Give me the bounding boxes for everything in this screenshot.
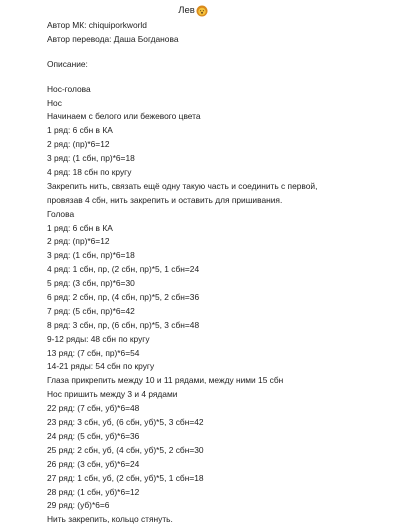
text-line: Глаза прикрепить между 10 и 11 рядами, между ними 15 сбн <box>47 375 284 386</box>
text-line: 1 ряд: 6 сбн в КА <box>47 125 113 136</box>
text-line: 3 ряд: (1 сбн, пр)*6=18 <box>47 250 135 261</box>
text-line: 3 ряд: (1 сбн, пр)*6=18 <box>47 153 135 164</box>
text-line: 2 ряд: (пр)*6=12 <box>47 236 110 247</box>
text-line: 25 ряд: 2 сбн, уб, (4 сбн, уб)*5, 2 сбн=30 <box>47 444 204 455</box>
text-line: 2 ряд: (пр)*6=12 <box>47 139 110 150</box>
text-line: 4 ряд: 1 сбн, пр, (2 сбн, пр)*5, 1 сбн=24 <box>47 264 200 275</box>
text-line: 6 ряд: 2 сбн, пр, (4 сбн, пр)*5, 2 сбн=36 <box>47 292 200 303</box>
text-line: Начинаем с белого или бежевого цвета <box>47 111 201 122</box>
text-line: 26 ряд: (3 сбн, уб)*6=24 <box>47 458 140 469</box>
text-line: 28 ряд: (1 сбн, уб)*6=12 <box>47 486 140 497</box>
blank-line <box>47 72 404 83</box>
text-line: провязав 4 сбн, нить закрепить и оставить для пришивания. <box>47 194 283 205</box>
text-line: Нос-голова <box>47 83 91 94</box>
text-line: 24 ряд: (5 сбн, уб)*6=36 <box>47 430 140 441</box>
text-line: 13 ряд: (7 сбн, пр)*6=54 <box>47 347 140 358</box>
text-line: Нить закрепить, кольцо стянуть. <box>47 514 173 525</box>
text-line: 8 ряд: 3 сбн, пр, (6 сбн, пр)*5, 3 сбн=48 <box>47 319 200 330</box>
text-line: 27 ряд: 1 сбн, уб, (2 сбн, уб)*5, 1 сбн=18 <box>47 472 204 483</box>
text-line: Голова <box>47 208 75 219</box>
document-title: Лев <box>178 5 195 16</box>
instructions-text <box>47 19 404 527</box>
text-line: 23 ряд: 3 сбн, уб, (6 сбн, уб)*5, 3 сбн=42 <box>47 417 204 428</box>
lion-face-emoji-icon <box>196 5 208 17</box>
text-line: Автор перевода: Даша Богданова <box>47 33 179 44</box>
text-line: 7 ряд: (5 сбн, пр)*6=42 <box>47 305 135 316</box>
text-line: 1 ряд: 6 сбн в КА <box>47 222 113 233</box>
text-line: Автор МК: chiquiporkworld <box>47 20 147 30</box>
text-line: 5 ряд: (3 сбн, пр)*6=30 <box>47 278 135 289</box>
text-line: 4 ряд: 18 сбн по кругу <box>47 167 132 178</box>
blank-line <box>47 47 404 58</box>
text-line: Закрепить нить, связать ещё одну такую часть и соединить с первой, <box>47 180 318 191</box>
text-line: Нос <box>47 97 62 108</box>
text-line: 9-12 ряды: 48 сбн по кругу <box>47 333 150 344</box>
text-line: 29 ряд: (уб)*6=6 <box>47 500 110 511</box>
text-line: Нос пришить между 3 и 4 рядами <box>47 389 178 400</box>
text-line: 14-21 ряды: 54 сбн по кругу <box>47 361 155 372</box>
document-title-row <box>0 3 410 19</box>
text-line: Описание: <box>47 58 88 69</box>
text-line: 22 ряд: (7 сбн, уб)*6=48 <box>47 403 140 414</box>
